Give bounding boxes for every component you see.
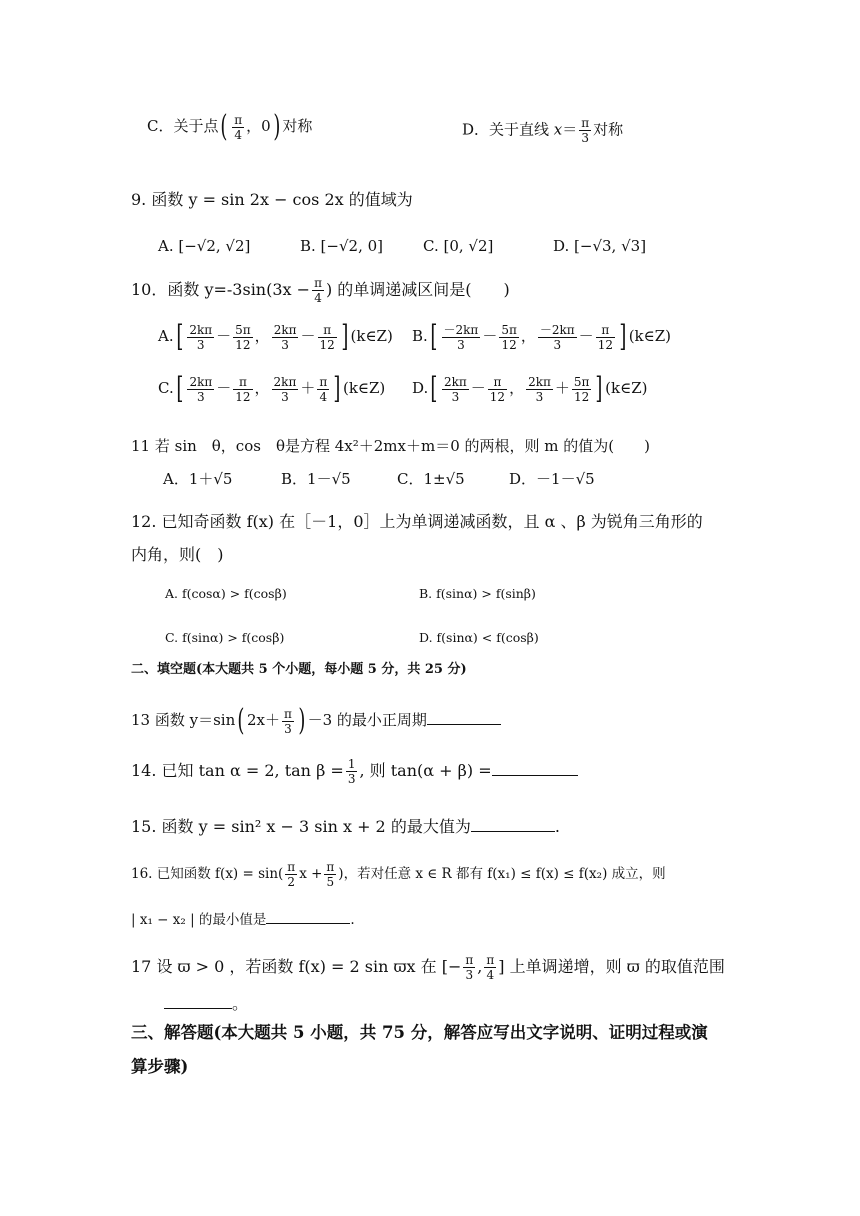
q12-option-d: D. f(sinα) < f(cosβ) [419,630,539,645]
q13-answer-blank[interactable] [427,724,501,725]
q8-option-d: D．关于直线 x＝ $\frac{\pi}{3}$ 对称 [462,116,624,145]
q11-option-c: C．1±√5 [397,470,465,488]
q10-option-a: A.[ $\frac{2k\pi}{3}$ － $\frac{5\pi}{12}$ ， $\frac{2k\pi}{3}$ － $\frac{\pi}{12}$ ] (k∈Z) [158,319,393,354]
q11-option-b: B．1－√5 [281,470,351,488]
q16-line1: 16. 已知函数 f(x) = sin( $\frac{\pi}{2}$ x + $\frac{\pi}{5}$ )，若对任意 x ∈ R 都有 f(x₁) ≤ f(x) ≤ f(x₂) 成立，则 [131,860,666,889]
section-3-heading-line2: 算步骤) [131,1057,189,1076]
q9-option-c: C. [0, √2] [423,237,494,255]
q9-option-b: B. [−√2, 0] [300,237,384,255]
q16-line2: | x₁ − x₂ | 的最小值是 . [131,912,355,928]
q12-stem-line1: 12. 已知奇函数 f(x) 在［－1，0］上为单调递减函数，且 α 、β 为锐角三角形的 [131,512,703,531]
q10-option-d: D.[ $\frac{2k\pi}{3}$ － $\frac{\pi}{12}$ ， $\frac{2k\pi}{3}$ ＋ $\frac{5\pi}{12}$ ] (k∈Z) [412,371,648,406]
q17-line2: 。 [164,994,248,1014]
q11-option-d: D．－1－√5 [509,470,595,488]
q14: 14. 已知 tan α = 2, tan β = $\frac{1}{3}$ , 则 tan(α + β) = [131,757,578,786]
q13: 13 函数 y＝sin( 2x＋ $\frac{\pi}{3}$ ) －3 的最小正周期 [131,706,501,736]
q14-answer-blank[interactable] [492,775,578,776]
section-2-heading: 二、填空题(本大题共 5 个小题，每小题 5 分，共 25 分) [131,662,467,677]
q9-option-a: A. [−√2, √2] [158,237,251,255]
q10-stem: 10．函数 y=-3sin(3x − $\frac{\pi}{4}$ ) 的单调递减区间是( ) [131,276,510,305]
q17-line1: 17 设 ϖ > 0 ，若函数 f(x) = 2 sin ϖx 在 [− $\frac{\pi}{3}$ , $\frac{\pi}{4}$ ] 上单调递增，则 ϖ 的取值范围 [131,953,725,982]
q17-answer-blank[interactable] [164,1008,232,1009]
q12-stem-line2: 内角，则( ) [131,545,224,564]
q16-answer-blank[interactable] [266,923,350,924]
q8-option-c: C．关于点( $\frac{\pi}{4}$ ，0) 对称 [147,109,313,144]
q15: 15. 函数 y = sin² x − 3 sin x + 2 的最大值为 . [131,817,560,836]
q9-option-d: D. [−√3, √3] [553,237,647,255]
q12-option-a: A. f(cosα) > f(cosβ) [165,586,287,601]
section-3-heading-line1: 三、解答题(本大题共 5 小题，共 75 分，解答应写出文字说明、证明过程或演 [131,1023,708,1042]
q9-stem: 9. 函数 y = sin 2x − cos 2x 的值域为 [131,190,413,209]
q10-option-b: B.[ $\frac{-2k\pi}{3}$ － $\frac{5\pi}{12}$ ， $\frac{-2k\pi}{3}$ － $\frac{\pi}{12}$ ] (k∈Z) [412,319,672,354]
q11-stem: 11 若 sin θ，cos θ是方程 4x²＋2mx＋m＝0 的两根，则 m 的值为( ) [131,437,650,455]
q12-option-c: C. f(sinα) > f(cosβ) [165,630,285,645]
q11-option-a: A．1＋√5 [163,470,233,488]
q15-answer-blank[interactable] [471,831,555,832]
q12-option-b: B. f(sinα) > f(sinβ) [419,586,536,601]
q10-option-c: C.[ $\frac{2k\pi}{3}$ － $\frac{\pi}{12}$ ， $\frac{2k\pi}{3}$ ＋ $\frac{\pi}{4}$ ] (k∈Z) [158,371,386,406]
